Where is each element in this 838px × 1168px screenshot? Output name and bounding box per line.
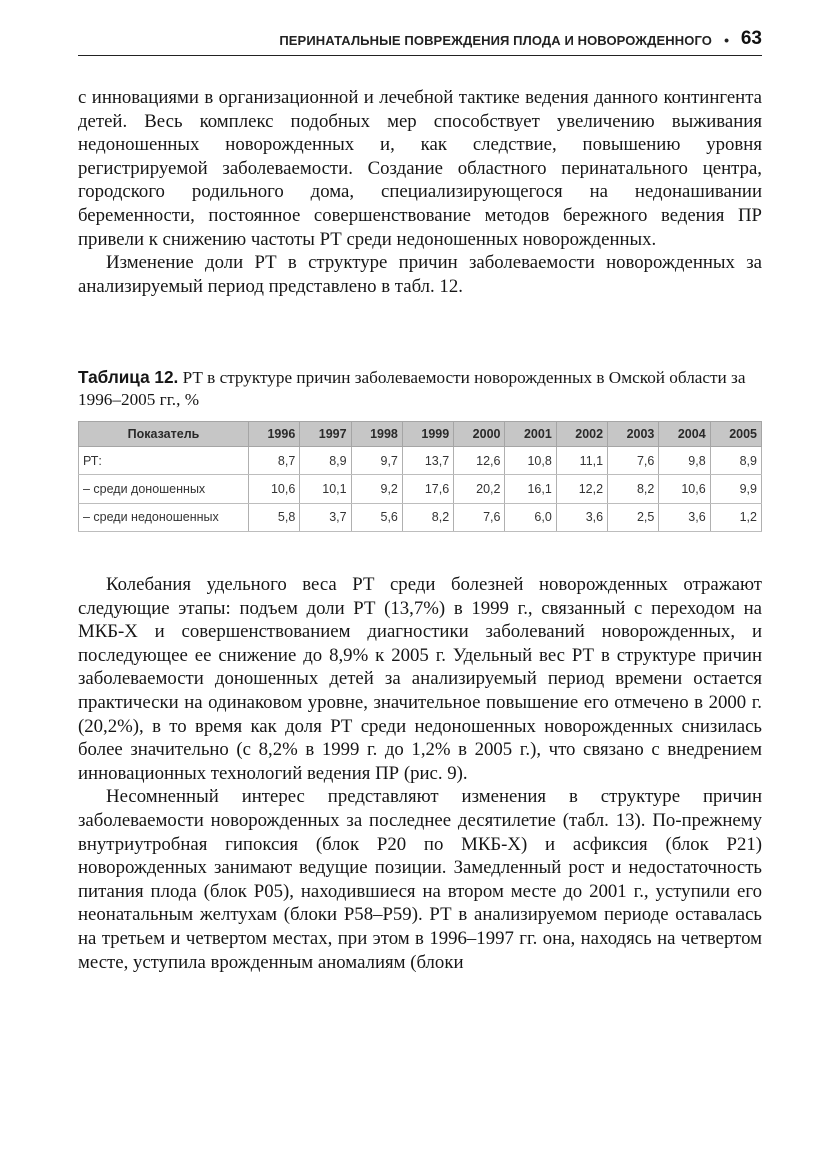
header-bullet: •	[724, 32, 729, 48]
column-header: 1998	[351, 422, 402, 447]
running-header	[78, 29, 762, 56]
column-header: 1999	[402, 422, 453, 447]
table-row	[79, 503, 762, 531]
table-cell: 13,7	[402, 447, 453, 475]
row-label: РТ:	[79, 447, 249, 475]
table-cell: 10,1	[300, 475, 351, 503]
page-number: 63	[740, 28, 762, 49]
row-label: – среди доношенных	[79, 475, 249, 503]
running-title: ПЕРИНАТАЛЬНЫЕ ПОВРЕЖДЕНИЯ ПЛОДА И НОВОРОЖДЕННОГО	[279, 33, 712, 48]
table-cell: 3,7	[300, 503, 351, 531]
column-header: 2005	[710, 422, 761, 447]
table-cell: 8,2	[608, 475, 659, 503]
table-caption-label: Таблица 12.	[78, 367, 179, 387]
table-cell: 10,6	[249, 475, 300, 503]
table-header-row	[79, 422, 762, 447]
column-header: 2003	[608, 422, 659, 447]
table-cell: 10,8	[505, 447, 556, 475]
table-cell: 8,9	[710, 447, 761, 475]
table-cell: 7,6	[454, 503, 505, 531]
column-header: 1997	[300, 422, 351, 447]
table-cell: 8,7	[249, 447, 300, 475]
table-cell: 9,2	[351, 475, 402, 503]
column-header: 2000	[454, 422, 505, 447]
table-cell: 8,9	[300, 447, 351, 475]
table-row	[79, 475, 762, 503]
table-cell: 10,6	[659, 475, 710, 503]
table-cell: 6,0	[505, 503, 556, 531]
table-cell: 12,6	[454, 447, 505, 475]
table-cell: 11,1	[556, 447, 607, 475]
table-cell: 3,6	[659, 503, 710, 531]
table-cell: 2,5	[608, 503, 659, 531]
table-cell: 9,7	[351, 447, 402, 475]
table-cell: 9,8	[659, 447, 710, 475]
row-label: – среди недоношенных	[79, 503, 249, 531]
rt-table	[78, 421, 762, 532]
table-cell: 12,2	[556, 475, 607, 503]
column-header: Показатель	[79, 422, 249, 447]
table-caption-text: РТ в структуре причин заболеваемости новорожденных в Омской области за 1996–2005 гг., %	[78, 368, 746, 409]
column-header: 1996	[249, 422, 300, 447]
table-caption	[78, 366, 762, 411]
table-cell: 7,6	[608, 447, 659, 475]
column-header: 2004	[659, 422, 710, 447]
table-cell: 3,6	[556, 503, 607, 531]
body-text-bottom	[78, 573, 762, 974]
table-cell: 8,2	[402, 503, 453, 531]
paragraph: Изменение доли РТ в структуре причин заболеваемости новорожденных за анализируемый период представлено в табл. 12.	[78, 252, 762, 297]
table-cell: 20,2	[454, 475, 505, 503]
paragraph: Несомненный интерес представляют изменения в структуре причин заболеваемости новорожденных за последнее десятилетие (табл. 13). По-прежнему внутриутробная гипоксия (блок Р20 по МКБ-Х) и асфиксия (блок Р21) новорожденных занимают ведущие позиции. Замедленный рост и недостаточность питания плода (блок Р05), находившиеся на втором месте до 2001 г., уступили его неонатальным желтухам (блоки Р58–Р59). РТ в анализируемом периоде оставалась на третьем и четвертом местах, при этом в 1996–1997 гг. она, находясь на четвертом месте, уступила врожденным аномалиям (блоки	[78, 786, 762, 973]
table-cell: 1,2	[710, 503, 761, 531]
table-cell: 16,1	[505, 475, 556, 503]
column-header: 2002	[556, 422, 607, 447]
paragraph: с инновациями в организационной и лечебной тактике ведения данного контингента детей. Весь комплекс подобных мер способствует увеличению выживания недоношенных новорожденных и, как следствие, повышению уровня регистрируемой заболеваемости. Создание областного перинатального центра, городского родильного дома, специализирующегося на недонашивании беременности, постоянное совершенствование методов бережного ведения ПР привели к снижению частоты РТ среди недоношенных новорожденных.	[78, 87, 762, 250]
table-cell: 5,8	[249, 503, 300, 531]
paragraph: Колебания удельного веса РТ среди болезней новорожденных отражают следующие этапы: подъем доли РТ (13,7%) в 1999 г., связанный с переходом на МКБ-Х и совершенствованием диагностики заболеваний новорожденных, и последующее ее снижение до 8,9% к 2005 г. Удельный вес РТ в структуре причин заболеваемости доношенных детей за анализируемый период времени остается практически на одинаковом уровне, значительное повышение его отмечено в 2000 г. (20,2%), в то время как доля РТ среди недоношенных новорожденных снизилась более значительно (с 8,2% в 1999 г. до 1,2% в 2005 г.), что связано с внедрением инновационных технологий ведения ПР (рис. 9).	[78, 574, 762, 784]
table-cell: 5,6	[351, 503, 402, 531]
table-cell: 17,6	[402, 475, 453, 503]
table-row	[79, 447, 762, 475]
body-text-top	[78, 86, 762, 298]
table-cell: 9,9	[710, 475, 761, 503]
column-header: 2001	[505, 422, 556, 447]
